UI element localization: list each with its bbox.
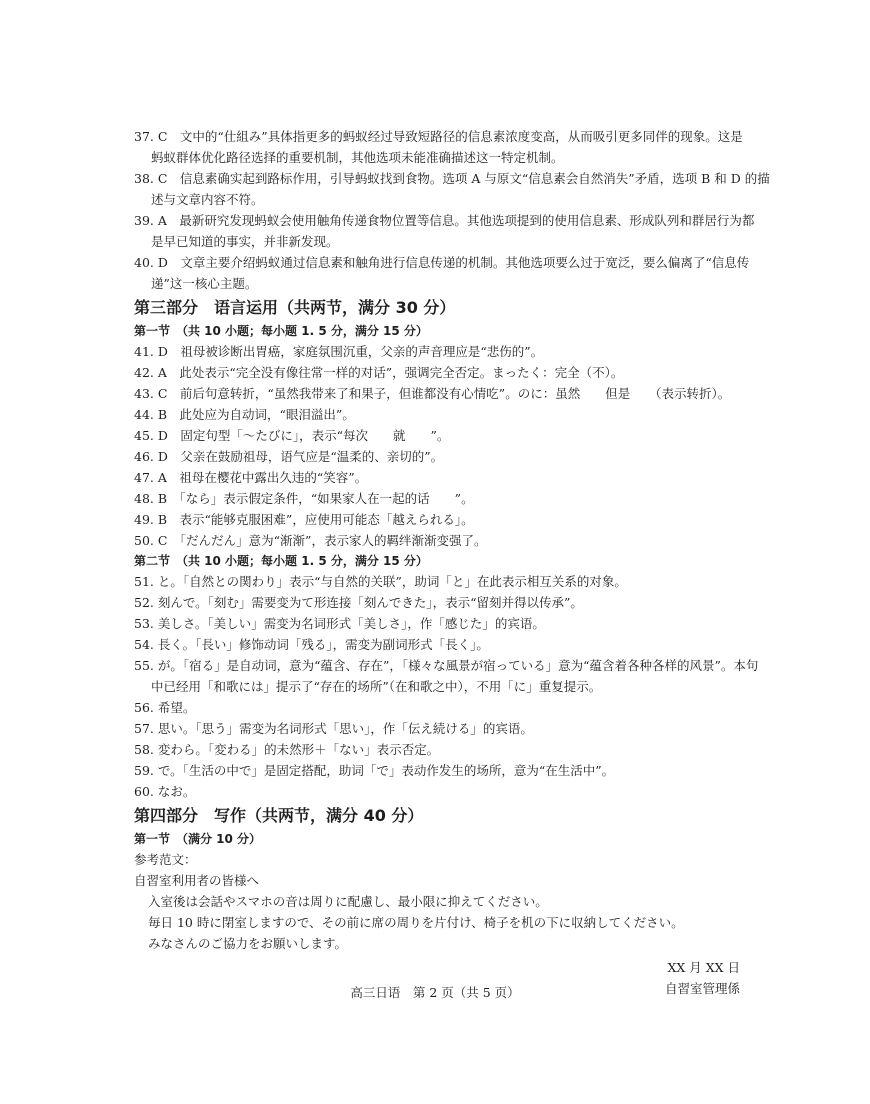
- answer-48: 48. B 「なら」表示假定条件，“如果家人在一起的话 ”。: [134, 491, 474, 506]
- answer-line: 55. が。「宿る」是自动词，意为“蕴含、存在”，「様々な風景が宿っている」意为“蕴含着各种各样的风景”。本句: [134, 658, 759, 673]
- page-footer: 高三日语 第 2 页（共 5 页）: [350, 985, 520, 1000]
- answer-50: 50. C 「だんだん」意为“渐渐”，表示家人的羁绊渐渐变强了。: [134, 533, 487, 548]
- answer-56: 56. 希望。: [134, 700, 196, 715]
- answer-47: 47. A 祖母在樱花中露出久违的“笑容”。: [134, 470, 368, 485]
- answer-44: 44. B 此处应为自动词，“眼泪溢出”。: [134, 407, 355, 422]
- answer-60: 60. なお。: [134, 784, 196, 799]
- answer-line: 39. A 最新研究发现蚂蚁会使用触角传递食物位置等信息。其他选项提到的使用信息素、形成队列和群居行为都: [134, 213, 755, 228]
- answer-line-continued: 述与文章内容不符。: [151, 192, 264, 207]
- answer-38: [134, 168, 770, 210]
- letter-signature: 自習室管理係: [664, 981, 740, 996]
- answer-42: 42. A 此处表示“完全没有像往常一样的对话”，强调完全否定。まったく：完全（不）。: [134, 365, 624, 380]
- answer-51: 51. と。「自然との関わり」表示“与自然的关联”，助词「と」在此表示相互关系的对象。: [134, 574, 627, 589]
- part3-section1-heading: 第一节 （共 10 小题；每小题 1. 5 分，满分 15 分）: [134, 324, 428, 338]
- answer-line: 37. C 文中的“仕組み”具体指更多的蚂蚁经过导致短路径的信息素浓度变高，从而吸引更多同伴的现象。这是: [134, 129, 743, 144]
- sample-label: 参考范文：: [134, 852, 197, 867]
- answer-39: [134, 210, 755, 252]
- answer-52: 52. 刻んで。「刻む」需要变为て形连接「刻んできた」，表示“留刻并得以传承”。: [134, 595, 583, 610]
- letter-salutation: 自習室利用者の皆様へ: [134, 873, 260, 888]
- part3-section2-heading: 第二节 （共 10 小题；每小题 1. 5 分，满分 15 分）: [134, 554, 428, 568]
- part3-section2-list: [134, 571, 759, 802]
- answer-line: 40. D 文章主要介绍蚂蚁通过信息素和触角进行信息传递的机制。其他选项要么过于宽泛，要么偏离了“信息传: [134, 255, 750, 270]
- answer-37: [134, 126, 743, 168]
- answer-55: [134, 655, 759, 697]
- part3-heading: 第三部分 语言运用（共两节，满分 30 分）: [134, 298, 456, 317]
- answer-54: 54. 長く。「長い」修饰动词「残る」，需变为副词形式「長く」。: [134, 637, 489, 652]
- answer-line-continued: 是早已知道的事实，并非新发现。: [151, 234, 339, 249]
- answer-line: 38. C 信息素确实起到路标作用，引导蚂蚁找到食物。选项 A 与原文“信息素会自然消失”矛盾，选项 B 和 D 的描: [134, 171, 770, 186]
- answer-41: 41. D 祖母被诊断出胃癌，家庭氛围沉重，父亲的声音理应是“悲伤的”。: [134, 344, 544, 359]
- answer-line-continued: 蚂蚁群体优化路径选择的重要机制，其他选项未能准确描述这一特定机制。: [151, 150, 564, 165]
- letter-paragraph-3: みなさんのご協力をお願いします。: [148, 936, 348, 951]
- part4-heading: 第四部分 写作（共两节，满分 40 分）: [134, 806, 424, 825]
- answer-57: 57. 思い。「思う」需变为名词形式「思い」，作「伝え続ける」的宾语。: [134, 721, 533, 736]
- letter-paragraph-2: 毎日 10 時に閉室しますので、その前に席の周りを片付け、椅子を机の下に収納してください。: [148, 915, 684, 930]
- answer-46: 46. D 父亲在鼓励祖母，语气应是“温柔的、亲切的”。: [134, 449, 444, 464]
- letter-date: XX 月 XX 日: [667, 960, 740, 975]
- answer-43: 43. C 前后句意转折，“虽然我带来了和果子，但谁都没有心情吃”。のに：虽然 但是 （表示转折）。: [134, 386, 731, 401]
- page-content: [134, 126, 770, 999]
- answer-59: 59. で。「生活の中で」是固定搭配，助词「で」表动作发生的场所，意为“在生活中”。: [134, 763, 615, 778]
- answer-58: 58. 変わら。「変わる」的未然形＋「ない」表示否定。: [134, 742, 440, 757]
- part4-section1-heading: 第一节 （满分 10 分）: [134, 832, 262, 846]
- answer-40: [134, 252, 750, 294]
- answer-53: 53. 美しさ。「美しい」需变为名词形式「美しさ」，作「感じた」的宾语。: [134, 616, 545, 631]
- part3-section1-list: [134, 341, 740, 551]
- answer-45: 45. D 固定句型「～たびに」，表示“每次 就 ”。: [134, 428, 450, 443]
- answer-line-continued: 递”这一核心主题。: [151, 276, 258, 291]
- answer-line-continued: 中已经用「和歌には」提示了“存在的场所”（在和歌之中），不用「に」重复提示。: [151, 679, 602, 694]
- letter-paragraph-1: 入室後は会話やスマホの音は周りに配慮し、最小限に抑えてください。: [148, 894, 548, 909]
- answer-49: 49. B 表示“能够克服困难”，应使用可能态「越えられる」。: [134, 512, 474, 527]
